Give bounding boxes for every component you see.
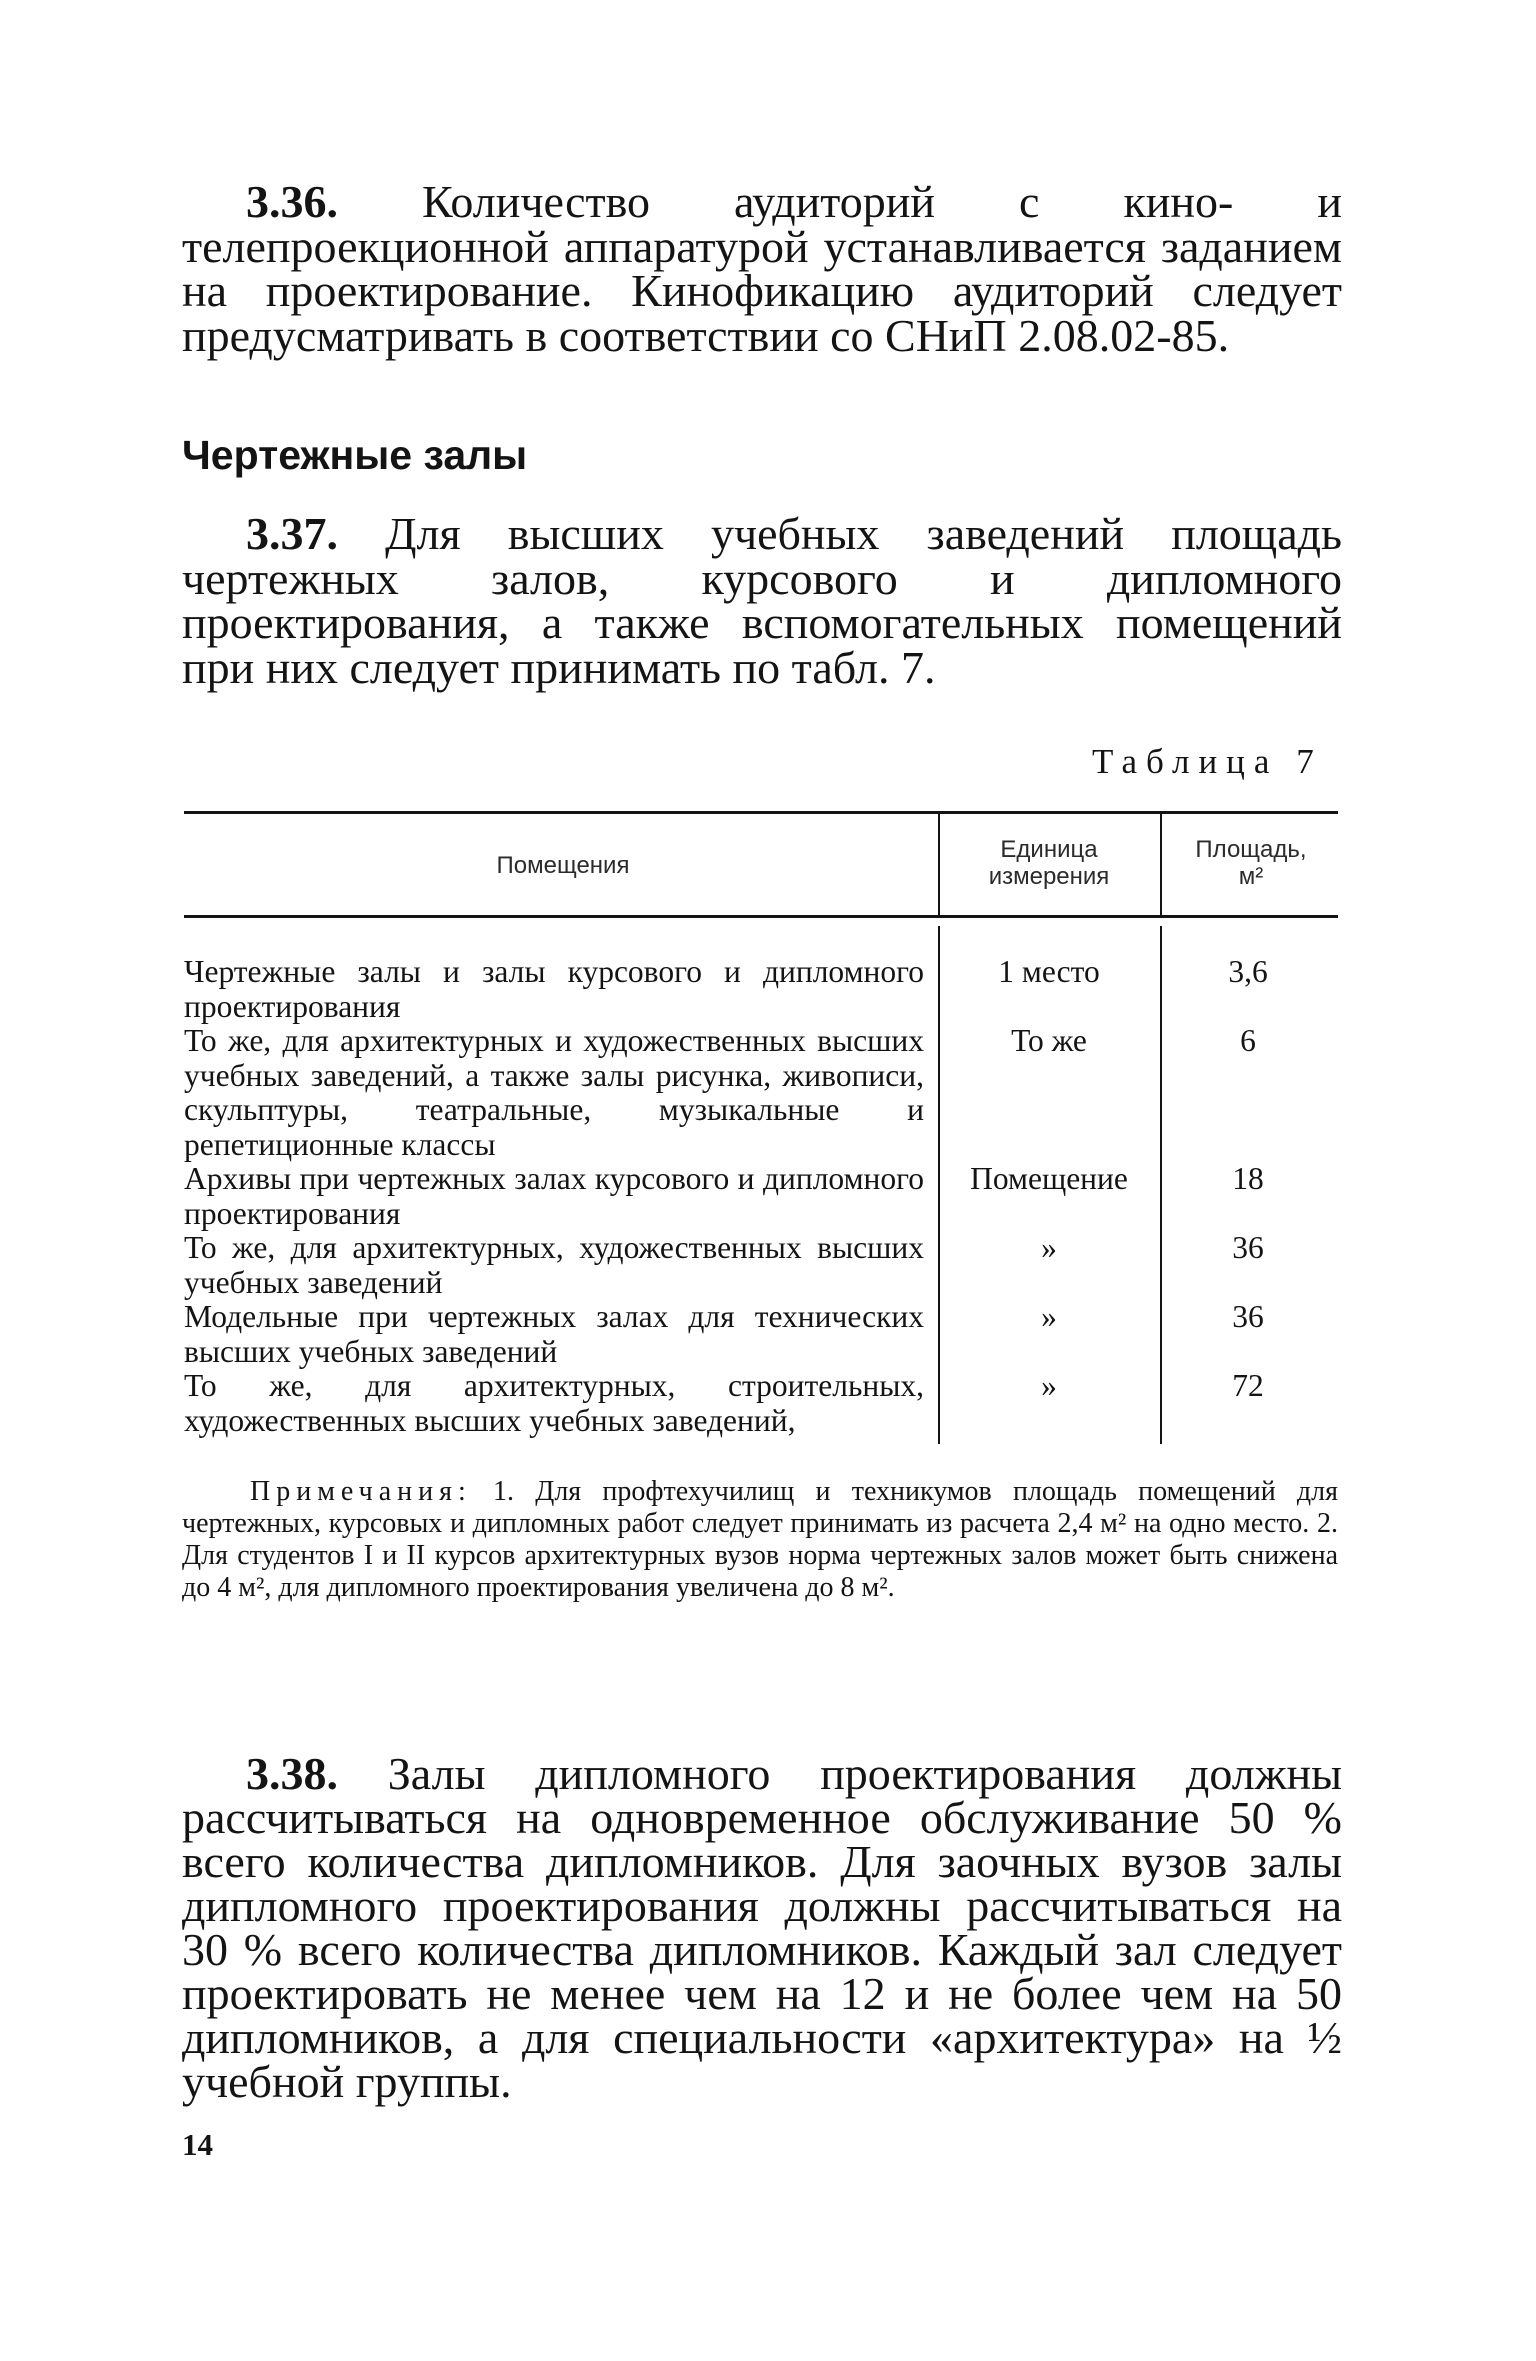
cell-area: 6 [1240,1023,1256,1058]
cell-room: То же, для архитектурных и художественных высших учебных заведений, а также залы рисунка, живописи, скульптуры, театральные, музыкальные и репетиционные классы [184,1023,924,1162]
paragraph-3-38 [182,1748,1342,2107]
table-caption: Таблица 7 [1092,742,1323,781]
table-top-rule [184,811,1338,814]
cell-unit: Помещение [970,1161,1128,1196]
header-area-line: Площадь, [1195,836,1307,863]
header-divider [1160,811,1162,915]
cell-area: 36 [1232,1299,1264,1334]
clause-text: Для высших учебных заведений площадь чертежных залов, курсового и дипломного проектирования, а также вспомогательных помещений при них следует принимать по табл. 7. [182,508,1342,693]
cell-unit: » [1041,1299,1057,1334]
clause-number: 3.38. [246,1748,338,1799]
paragraph-3-36 [182,176,1342,361]
clause-text: Количество аудиторий с кино- и телепроекционной аппаратурой устанавливается заданием на проектирование. Кинофикацию аудиторий следует предусматривать в соответствии со СНиП 2.08.02-85. [182,176,1342,361]
clause-text: Залы дипломного проектирования должны рассчитываться на одновременное обслуживание 50 % всего количества дипломников. Для заочных вузов залы дипломного проектирования должны рассчитываться на 30 % всего количества дипломников. Каждый зал следует проектировать не менее чем на 12 и не более чем на 50 дипломников, а для специальности «архитектура» на ½ учебной группы. [182,1748,1342,2107]
cell-room: Архивы при чертежных залах курсового и дипломного проектирования [184,1161,924,1231]
cell-area: 18 [1232,1161,1264,1196]
table-notes [182,1476,1338,1604]
header-unit-line: Единица [1000,836,1098,863]
cell-area: 72 [1232,1368,1264,1403]
paragraph-3-37 [182,508,1342,693]
cell-unit: 1 место [998,954,1100,989]
cell-area: 36 [1232,1230,1264,1265]
cell-unit: То же [1011,1023,1087,1058]
header-divider [938,811,940,915]
notes-label: Примечания: [250,1476,472,1507]
section-heading: Чертежные залы [182,432,528,478]
header-unit [942,836,1156,890]
cell-area: 3,6 [1228,954,1268,989]
clause-number: 3.37. [246,508,338,559]
header-area [1164,836,1338,890]
cell-room: То же, для архитектурных, художественных высших учебных заведений [184,1230,924,1300]
header-rooms: Помещения [496,852,630,879]
cell-room: Модельные при чертежных залах для технических высших учебных заведений [184,1299,924,1369]
page-number: 14 [182,2127,213,2162]
header-unit-line: измерения [988,863,1110,890]
header-area-line: м² [1238,863,1264,890]
cell-unit: » [1041,1368,1057,1403]
notes-text: 1. Для профтехучилищ и техникумов площадь помещений для чертежных, курсовых и дипломных работ следует принимать из расчета 2,4 м² на одно место. 2. Для студентов I и II курсов архитектурных вузов норма чертежных залов может быть снижена до 4 м², для дипломного проектирования увеличена до 8 м². [182,1476,1338,1603]
clause-number: 3.36. [246,176,338,227]
cell-unit: » [1041,1230,1057,1265]
table-header-rule [184,915,1338,918]
cell-room: Чертежные залы и залы курсового и дипломного проектирования [184,954,924,1024]
cell-room: То же, для архитектурных, строительных, художественных высших учебных заведений, [184,1368,924,1438]
